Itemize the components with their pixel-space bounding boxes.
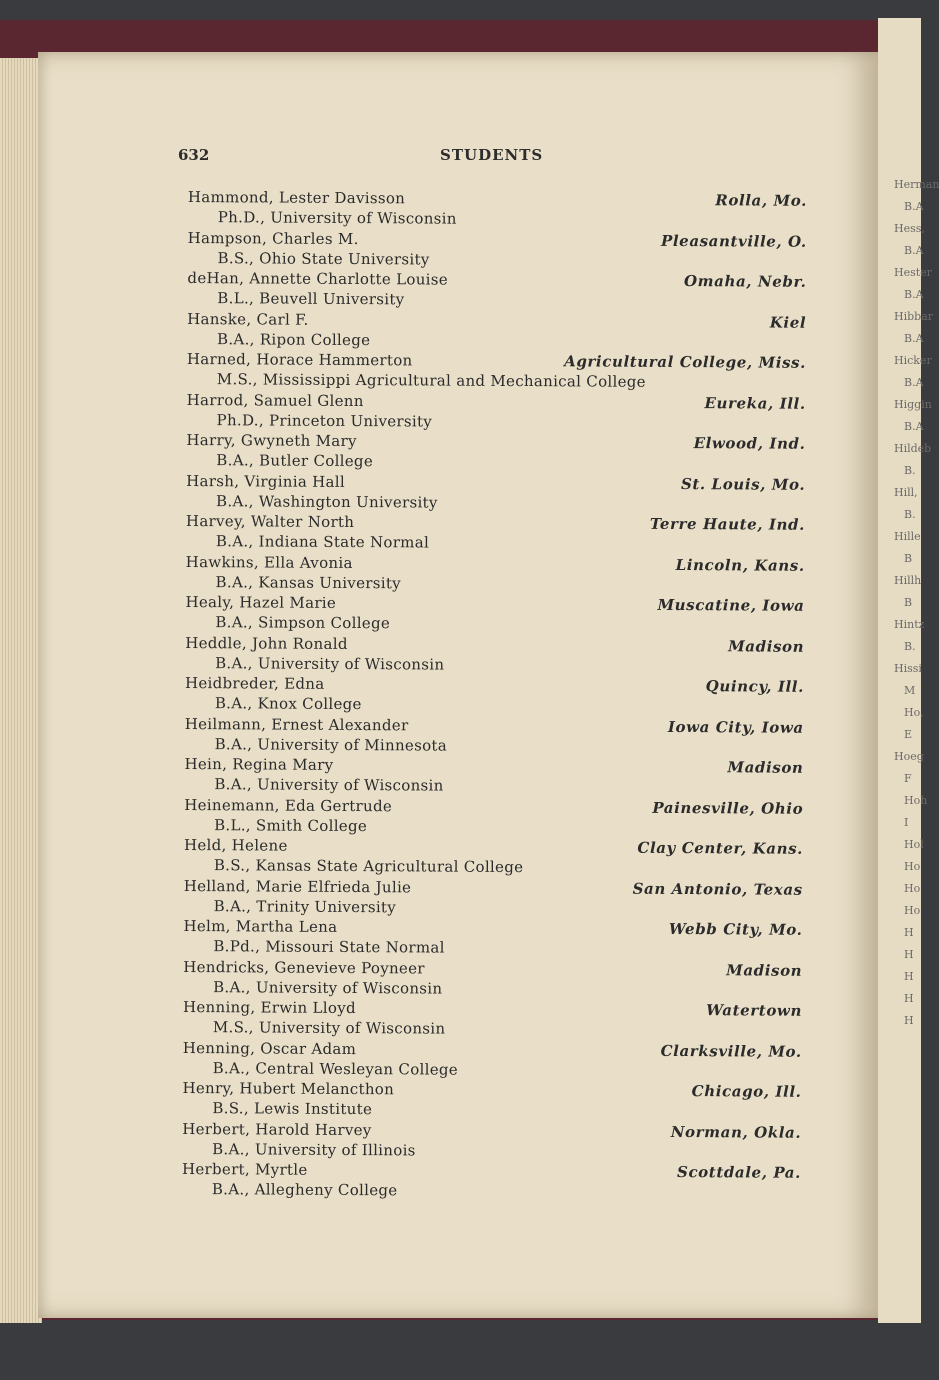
student-degree: B.S., Kansas State Agricultural College <box>213 856 524 877</box>
student-name: Harry, Gwyneth Mary <box>186 430 357 451</box>
student-name: Herbert, Myrtle <box>181 1159 308 1179</box>
student-entry <box>184 876 819 920</box>
student-degree: B.Pd., Missouri State Normal <box>213 937 445 957</box>
student-hometown: St. Louis, Mo. <box>680 474 806 494</box>
student-name: Healy, Hazel Marie <box>185 592 337 612</box>
student-entry <box>184 795 819 839</box>
facing-page-fragment: Hill, <box>894 486 918 499</box>
student-entry <box>188 188 823 232</box>
student-entry <box>182 1160 817 1204</box>
student-name: Harsh, Virginia Hall <box>186 471 346 491</box>
student-entry <box>188 228 823 272</box>
facing-page-fragment: B <box>904 552 913 565</box>
student-degree: B.A., Ripon College <box>217 329 371 349</box>
student-name: Henry, Hubert Melancthon <box>182 1078 395 1099</box>
facing-page-fragment: Ho, <box>904 706 924 719</box>
student-name: Heinemann, Eda Gertrude <box>184 795 393 815</box>
student-hometown: Clay Center, Kans. <box>637 838 804 858</box>
facing-page-fragment: Ho <box>904 882 921 895</box>
student-entry <box>187 269 822 313</box>
student-hometown: Kiel <box>769 313 807 332</box>
facing-page-fragment: Hildeb <box>894 442 932 455</box>
student-degree: B.L., Smith College <box>214 815 368 835</box>
facing-page <box>878 18 939 1323</box>
student-entry <box>183 957 818 1001</box>
facing-page-fragment: Hess, <box>894 222 925 235</box>
facing-page-fragment: H <box>904 992 914 1005</box>
facing-page-fragment: B. <box>904 640 916 653</box>
student-hometown: Clarksville, Mo. <box>660 1041 802 1061</box>
student-degree: M.S., University of Wisconsin <box>212 1018 446 1038</box>
student-entry <box>187 350 822 394</box>
student-degree: B.A., University of Wisconsin <box>214 775 444 795</box>
student-hometown: Chicago, Ill. <box>691 1082 802 1101</box>
facing-page-fragment: Hoeg <box>894 750 924 763</box>
facing-page-fragment: B.A <box>904 288 924 301</box>
student-hometown: Webb City, Mo. <box>668 919 803 939</box>
student-entry <box>182 1079 817 1123</box>
student-degree: B.A., Knox College <box>214 694 362 714</box>
facing-page-fragment: H <box>904 948 914 961</box>
student-entry <box>183 917 818 961</box>
facing-page-fragment: Hintz <box>894 618 925 631</box>
student-name: Harrod, Samuel Glenn <box>186 390 364 410</box>
student-entry <box>182 1119 817 1163</box>
student-entry <box>184 836 819 880</box>
student-hometown: Muscatine, Iowa <box>657 595 805 615</box>
student-degree: B.A., Simpson College <box>215 613 391 633</box>
student-name: Hendricks, Genevieve Poyneer <box>183 957 425 977</box>
facing-page-fragment: Higgin <box>894 398 932 411</box>
student-entry <box>183 998 818 1042</box>
student-name: Helm, Martha Lena <box>183 916 338 936</box>
student-hometown: Norman, Okla. <box>670 1122 802 1142</box>
student-name: Hein, Regina Mary <box>184 754 334 774</box>
student-hometown: Terre Haute, Ind. <box>649 514 806 534</box>
student-hometown: Scottdale, Pa. <box>676 1163 802 1182</box>
student-hometown: Madison <box>728 636 805 656</box>
student-name: Henning, Oscar Adam <box>182 1038 357 1058</box>
facing-page-fragment: Hicker <box>894 354 932 367</box>
student-degree: B.L., Beuvell University <box>217 289 405 309</box>
page-edges <box>0 58 42 1323</box>
student-name: Held, Helene <box>183 835 288 855</box>
page-number: 632 <box>178 146 210 164</box>
student-name: Heddle, John Ronald <box>185 633 348 653</box>
student-name: Harned, Horace Hammerton <box>186 349 413 370</box>
student-name: Helland, Marie Elfrieda Julie <box>183 876 412 896</box>
facing-page-fragment: H <box>904 926 914 939</box>
facing-page-fragment: I <box>904 816 909 829</box>
student-degree: Ph.D., University of Wisconsin <box>217 208 457 228</box>
facing-page-fragment: B. <box>904 464 916 477</box>
facing-page-fragment: B.A <box>904 376 924 389</box>
student-degree: B.A., Butler College <box>216 451 374 471</box>
student-entry <box>185 674 820 718</box>
student-degree: B.A., University of Minnesota <box>214 734 448 755</box>
facing-page-fragment: Hoh <box>904 794 928 807</box>
page-header <box>178 146 818 168</box>
student-degree: B.A., Kansas University <box>215 572 402 592</box>
student-hometown: Eureka, Ill. <box>704 393 806 413</box>
student-entry <box>187 390 822 434</box>
facing-page-fragment: Ho <box>904 904 921 917</box>
facing-page-fragment: Hester <box>894 266 932 279</box>
student-name: Heilmann, Ernest Alexander <box>184 714 409 734</box>
facing-page-fragment: B.A <box>904 200 924 213</box>
student-hometown: Iowa City, Iowa <box>667 717 804 737</box>
facing-page-fragment: B.A <box>904 332 924 345</box>
student-entry <box>184 755 819 799</box>
student-name: Harvey, Walter North <box>185 511 355 532</box>
student-hometown: Quincy, Ill. <box>705 677 805 696</box>
student-hometown: Madison <box>727 758 804 777</box>
facing-page-fragment: B.A <box>904 244 924 257</box>
student-hometown: Agricultural College, Miss. <box>564 352 806 372</box>
facing-page-fragment: B. <box>904 508 916 521</box>
student-entry <box>185 633 820 677</box>
student-name: Hawkins, Ella Avonia <box>185 552 353 572</box>
student-entry <box>183 1038 818 1082</box>
student-degree: M.S., Mississippi Agricultural and Mechanical College <box>216 370 646 391</box>
facing-page-fragment: F <box>904 772 912 785</box>
facing-page-fragment: Hol <box>904 838 924 851</box>
facing-page-fragment: Ho <box>904 860 921 873</box>
student-entry <box>187 309 822 353</box>
student-degree: B.S., Ohio State University <box>217 248 430 268</box>
student-hometown: Lincoln, Kans. <box>675 555 805 575</box>
student-entry <box>186 431 821 475</box>
student-name: Hanske, Carl F. <box>187 309 309 329</box>
facing-page-fragment: Hissi <box>894 662 922 675</box>
facing-page-fragment: Hillh <box>894 574 922 587</box>
student-hometown: San Antonio, Texas <box>632 879 803 899</box>
student-degree: B.A., Trinity University <box>213 896 397 916</box>
student-name: deHan, Annette Charlotte Louise <box>187 268 449 289</box>
facing-page-fragment: H <box>904 970 914 983</box>
student-entry <box>186 471 821 515</box>
student-name: Henning, Erwin Lloyd <box>182 997 356 1018</box>
student-name: Heidbreder, Edna <box>184 673 325 693</box>
running-head: STUDENTS <box>440 146 544 164</box>
student-degree: B.A., Indiana State Normal <box>215 532 430 552</box>
student-name: Herbert, Harold Harvey <box>182 1119 372 1139</box>
student-entry <box>185 714 820 758</box>
student-hometown: Rolla, Mo. <box>715 191 807 210</box>
student-hometown: Watertown <box>706 1001 803 1020</box>
student-degree: Ph.D., Princeton University <box>216 410 433 430</box>
facing-page-fragment: B.A <box>904 420 924 433</box>
facing-page-fragment: H <box>904 1014 914 1027</box>
student-hometown: Elwood, Ind. <box>693 434 806 453</box>
facing-page-fragment: Herman <box>894 178 939 191</box>
student-name: Hampson, Charles M. <box>187 228 359 248</box>
student-degree: B.A., University of Illinois <box>212 1139 416 1159</box>
student-degree: B.A., Washington University <box>216 491 438 512</box>
student-degree: B.S., Lewis Institute <box>212 1099 373 1119</box>
facing-page-fragment: Hibbar <box>894 310 934 323</box>
student-hometown: Madison <box>726 960 803 980</box>
student-entry <box>186 512 821 556</box>
student-hometown: Pleasantville, O. <box>660 231 807 251</box>
student-name: Hammond, Lester Davisson <box>187 188 406 208</box>
student-list <box>182 188 823 1204</box>
student-degree: B.A., Allegheny College <box>211 1180 398 1200</box>
student-entry <box>185 593 820 637</box>
student-hometown: Painesville, Ohio <box>652 798 804 818</box>
student-degree: B.A., University of Wisconsin <box>213 977 443 998</box>
facing-page-fragment: Hille <box>894 530 921 543</box>
student-degree: B.A., Central Wesleyan College <box>212 1058 459 1079</box>
student-hometown: Omaha, Nebr. <box>683 272 807 291</box>
facing-page-fragment: M <box>904 684 916 697</box>
facing-page-fragment: B <box>904 596 913 609</box>
student-entry <box>186 552 821 596</box>
facing-page-fragment: E <box>904 728 913 741</box>
student-degree: B.A., University of Wisconsin <box>215 653 445 674</box>
